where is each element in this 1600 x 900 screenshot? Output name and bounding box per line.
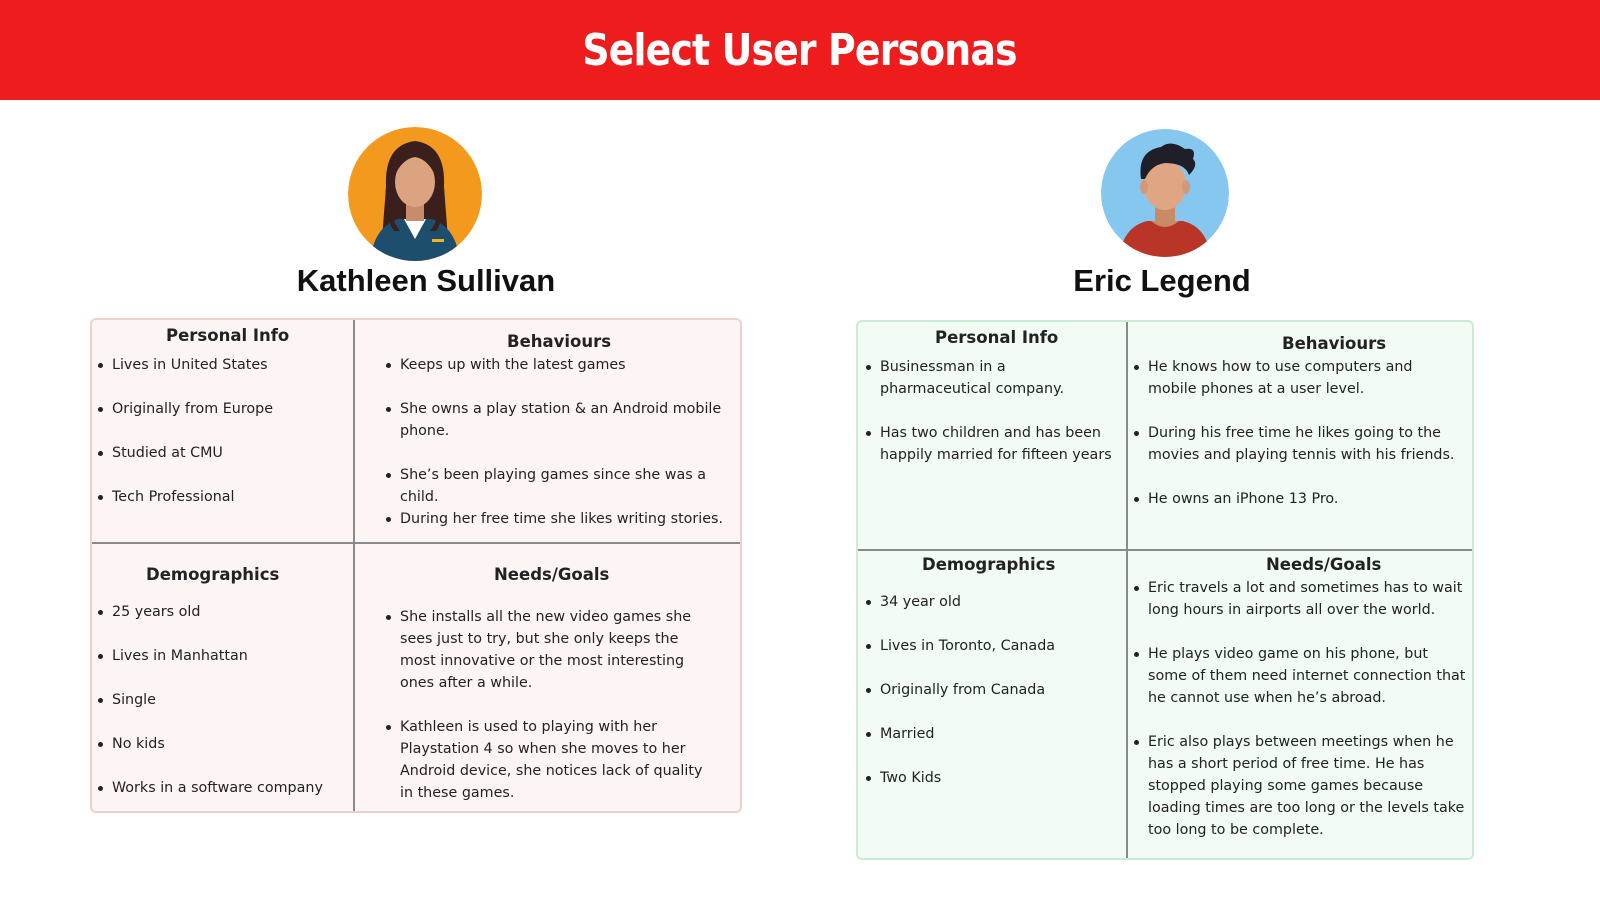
list-item: Businessman in a pharmaceutical company. [880, 356, 1080, 400]
eric-needs-goals-title: Needs/Goals [1266, 555, 1382, 574]
list-item: Studied at CMU [112, 442, 342, 464]
eric-persona-card [856, 320, 1474, 860]
list-item: Lives in Toronto, Canada [880, 635, 1120, 657]
list-item: Has two children and has been happily married for fifteen years [880, 422, 1120, 466]
list-item: 34 year old [880, 591, 1120, 613]
list-item: Single [112, 689, 342, 711]
list-item: 25 years old [112, 601, 342, 623]
list-item: Lives in Manhattan [112, 645, 342, 667]
list-item: Kathleen is used to playing with her Playstation 4 so when she moves to her Android device, she notices lack of quality in these games. [400, 716, 710, 804]
list-item: She owns a play station & an Android mobile phone. [400, 398, 730, 442]
kathleen-behaviours-title: Behaviours [507, 332, 612, 351]
kathleen-personal-info-title: Personal Info [166, 326, 290, 345]
list-item: Keeps up with the latest games [400, 354, 735, 376]
list-item: Eric travels a lot and sometimes has to wait long hours in airports all over the world. [1148, 577, 1466, 621]
eric-demographics-title: Demographics [922, 555, 1056, 574]
list-item: Married [880, 723, 1120, 745]
list-item: Originally from Europe [112, 398, 342, 420]
kathleen-persona-card [90, 318, 742, 813]
kathleen-needs-goals-title: Needs/Goals [494, 565, 610, 584]
eric-personal-info-title: Personal Info [935, 328, 1059, 347]
man-avatar-icon [1101, 129, 1229, 257]
persona-name-kathleen: Kathleen Sullivan [296, 263, 556, 298]
list-item: During his free time he likes going to the movies and playing tennis with his friends. [1148, 422, 1466, 466]
list-item: No kids [112, 733, 342, 755]
persona-name-eric: Eric Legend [1073, 263, 1251, 298]
list-item: Tech Professional [112, 486, 342, 508]
list-item: She installs all the new video games she sees just to try, but she only keeps the most innovative or the most interesting ones after a while. [400, 606, 710, 694]
kathleen-demographics-title: Demographics [146, 565, 280, 584]
eric-avatar [1101, 129, 1229, 257]
list-item: He owns an iPhone 13 Pro. [1148, 488, 1448, 510]
list-item: She’s been playing games since she was a child. [400, 464, 740, 508]
list-item: Works in a software company [112, 777, 347, 799]
list-item: Originally from Canada [880, 679, 1120, 701]
list-item: Lives in United States [112, 354, 342, 376]
list-item: During her free time she likes writing stories. [400, 508, 740, 530]
list-item: Two Kids [880, 767, 1120, 789]
list-item: He knows how to use computers and mobile phones at a user level. [1148, 356, 1448, 400]
list-item: He plays video game on his phone, but some of them need internet connection that he cannot use when he’s abroad. [1148, 643, 1466, 709]
title-banner [0, 0, 1600, 100]
kathleen-avatar [348, 127, 482, 261]
page-title: Select User Personas [582, 24, 1018, 76]
woman-avatar-icon [348, 127, 482, 261]
eric-behaviours-title: Behaviours [1282, 334, 1387, 353]
list-item: Eric also plays between meetings when he has a short period of free time. He has stopped playing some games because loading times are too long or the levels take too long to be complete. [1148, 731, 1466, 841]
